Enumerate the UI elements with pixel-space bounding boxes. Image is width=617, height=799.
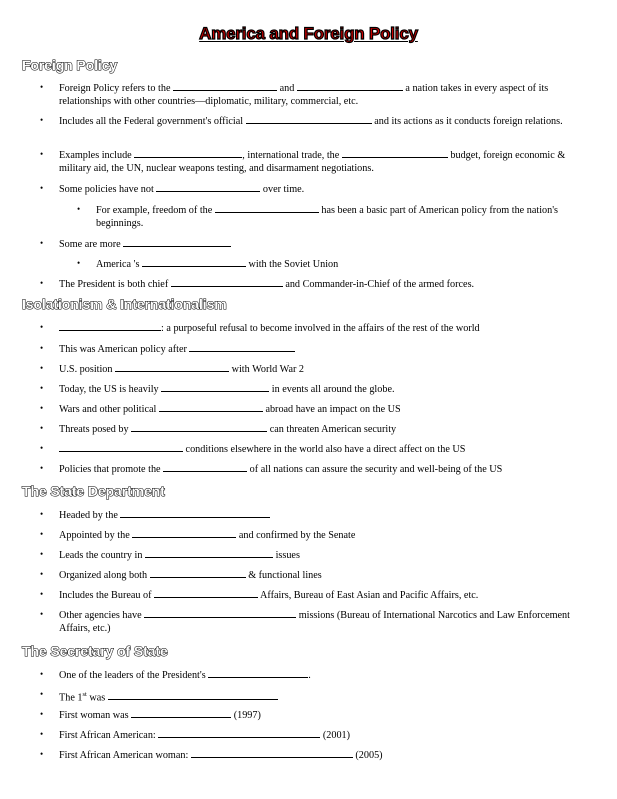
list-item: Other agencies have missions (Bureau of International Narcotics and Law Enforcement Affairs, etc.) [59, 610, 570, 634]
bullet: • [40, 669, 44, 679]
list-item: conditions elsewhere in the world also have a direct affect on the US [59, 442, 579, 456]
list-item: Leads the country in issues [59, 550, 300, 561]
bullet: • [40, 278, 44, 288]
fill-in-blank[interactable] [59, 321, 161, 331]
list-item: For example, freedom of the has been a basic part of American policy from the nation's beginnings. [96, 205, 559, 229]
fill-in-blank[interactable] [342, 148, 448, 158]
list-item: Some are more [59, 237, 579, 251]
fill-in-blank[interactable] [297, 81, 403, 91]
bullet: • [40, 529, 44, 539]
bullet: • [40, 343, 44, 353]
bullet: • [40, 363, 44, 373]
section-heading-state-department: The State Department [22, 483, 165, 499]
fill-in-blank[interactable] [131, 422, 267, 432]
fill-in-blank[interactable] [134, 148, 242, 158]
list-item: First African American: (2001) [59, 730, 351, 741]
list-item: First African American woman: (2005) [59, 750, 383, 761]
bullet: • [40, 589, 44, 599]
bullet: • [40, 689, 44, 699]
bullet: • [40, 403, 44, 413]
fill-in-blank[interactable] [163, 462, 247, 472]
page-title: America and Foreign Policy [199, 24, 418, 43]
fill-in-blank[interactable] [142, 257, 246, 267]
list-item: : a purposeful refusal to become involved in the affairs of the rest of the world [59, 321, 579, 335]
fill-in-blank[interactable] [144, 608, 296, 618]
bullet: • [40, 322, 44, 332]
list-item: This was American policy after [59, 342, 579, 356]
bullet: • [77, 204, 81, 214]
bullet: • [40, 509, 44, 519]
list-item: First woman was (1997) [59, 710, 261, 721]
bullet: • [40, 749, 44, 759]
fill-in-blank[interactable] [173, 81, 277, 91]
bullet: • [40, 609, 44, 619]
list-item: Appointed by the and confirmed by the Senate [59, 530, 356, 541]
bullet: • [40, 383, 44, 393]
bullet: • [40, 238, 44, 248]
section-heading-secretary-of-state: The Secretary of State [22, 643, 168, 659]
list-item: One of the leaders of the President's . [59, 670, 311, 681]
bullet: • [40, 423, 44, 433]
list-item: Organized along both & functional lines [59, 570, 322, 581]
list-item: Includes the Bureau of Affairs, Bureau of East Asian and Pacific Affairs, etc. [59, 590, 479, 601]
fill-in-blank[interactable] [131, 708, 231, 718]
fill-in-blank[interactable] [154, 588, 258, 598]
fill-in-blank[interactable] [59, 442, 183, 452]
list-item: Foreign Policy refers to the and a nation takes in every aspect of its relationships with other countries—diplomatic, military, commercial, etc. [59, 83, 549, 107]
list-item: Threats posed by can threaten American security [59, 424, 397, 435]
bullet: • [40, 82, 44, 92]
list-item: Policies that promote the of all nations can assure the security and well-being of the US [59, 464, 503, 475]
fill-in-blank[interactable] [132, 528, 236, 538]
bullet: • [40, 709, 44, 719]
list-item: Wars and other political abroad have an impact on the US [59, 404, 401, 415]
bullet: • [77, 258, 81, 268]
list-item: America 's with the Soviet Union [96, 259, 339, 270]
bullet: • [40, 569, 44, 579]
list-item: Some policies have not over time. [59, 184, 305, 195]
fill-in-blank[interactable] [150, 568, 246, 578]
bullet: • [40, 115, 44, 125]
fill-in-blank[interactable] [123, 237, 231, 247]
fill-in-blank[interactable] [171, 277, 283, 287]
list-item: U.S. position with World War 2 [59, 364, 304, 375]
fill-in-blank[interactable] [208, 668, 308, 678]
section-heading-foreign-policy: Foreign Policy [22, 57, 118, 73]
fill-in-blank[interactable] [158, 728, 320, 738]
fill-in-blank[interactable] [108, 690, 278, 700]
list-item: Today, the US is heavily in events all around the globe. [59, 384, 395, 395]
fill-in-blank[interactable] [215, 203, 319, 213]
bullet: • [40, 463, 44, 473]
bullet: • [40, 183, 44, 193]
fill-in-blank[interactable] [159, 402, 263, 412]
list-item: Examples include , international trade, the budget, foreign economic & military aid, the UN, nuclear weapons testing, and disarmament negotiations. [59, 150, 566, 174]
fill-in-blank[interactable] [145, 548, 273, 558]
list-item: The 1st was [59, 688, 579, 704]
fill-in-blank[interactable] [191, 748, 353, 758]
fill-in-blank[interactable] [115, 362, 229, 372]
fill-in-blank[interactable] [156, 182, 260, 192]
bullet: • [40, 443, 44, 453]
fill-in-blank[interactable] [120, 508, 270, 518]
fill-in-blank[interactable] [161, 382, 269, 392]
fill-in-blank[interactable] [189, 342, 295, 352]
fill-in-blank[interactable] [246, 114, 372, 124]
bullet: • [40, 549, 44, 559]
list-item: Headed by the [59, 508, 579, 522]
bullet: • [40, 149, 44, 159]
list-item: Includes all the Federal government's official and its actions as it conducts foreign relations. [59, 116, 563, 127]
list-item: The President is both chief and Commander-in-Chief of the armed forces. [59, 279, 475, 290]
bullet: • [40, 729, 44, 739]
section-heading-isolationism: Isolationism & Internationalism [22, 296, 227, 312]
